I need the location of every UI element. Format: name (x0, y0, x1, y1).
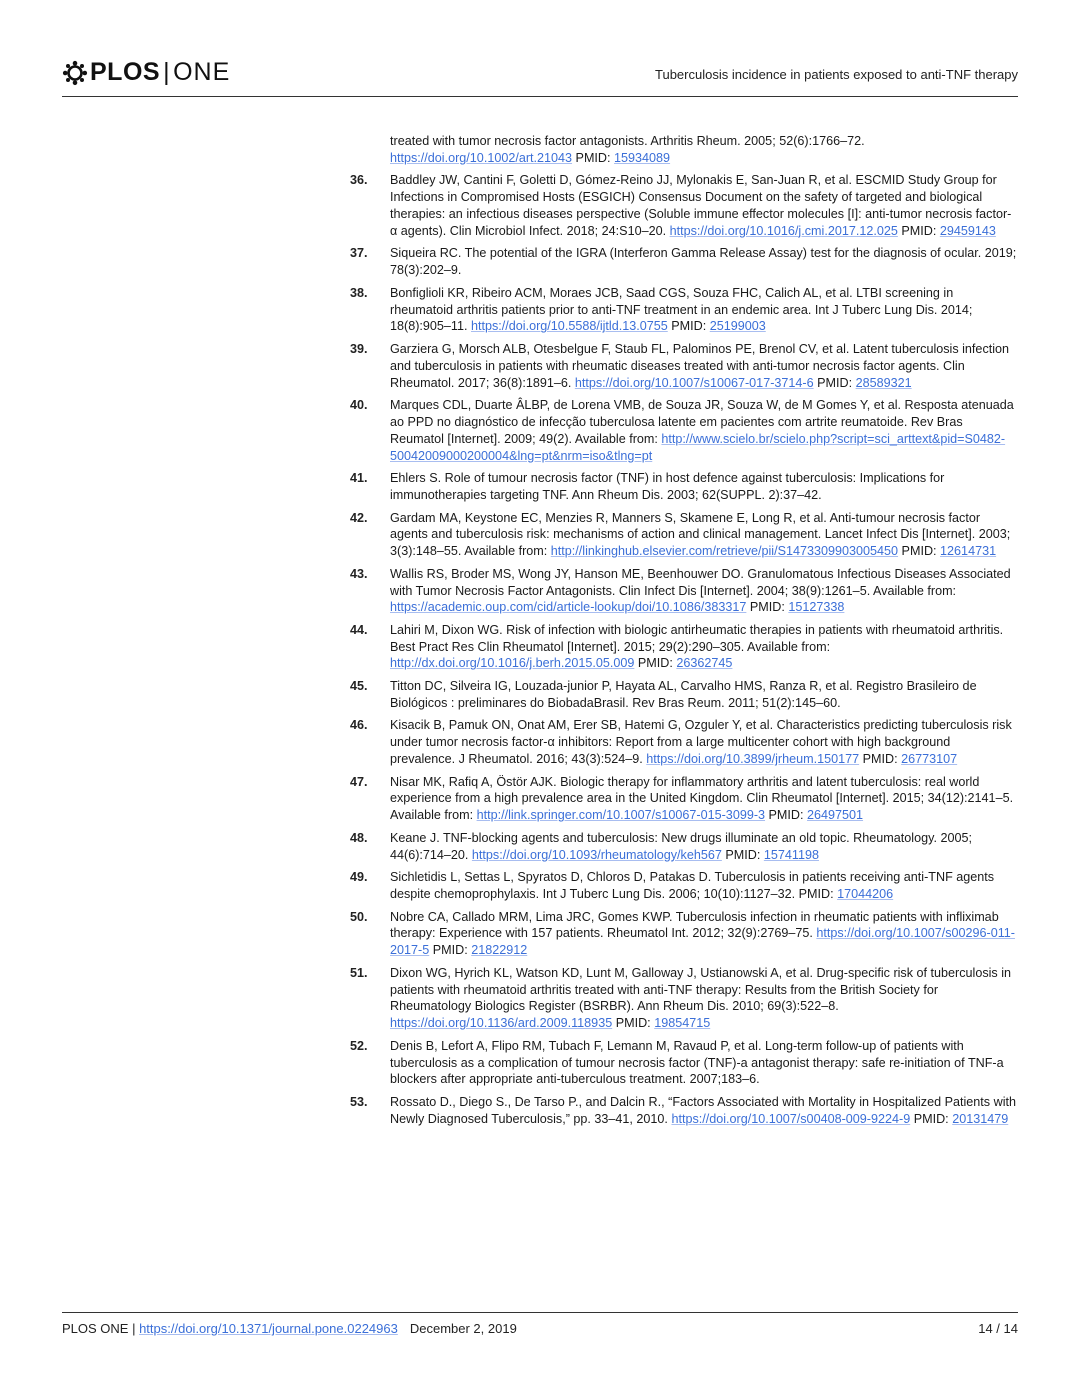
reference-item (350, 566, 1018, 616)
reference-link[interactable]: https://doi.org/10.5588/ijtld.13.0755 (471, 319, 668, 334)
reference-pmid-label: PMID: (667, 319, 710, 334)
reference-text: Baddley JW, Cantini F, Goletti D, Gómez-Reino JJ, Mylonakis E, San-Juan R, et al. ESCMID Study Group for Infections in Compromised Hosts (ESGICH) Consensus Document on the safety of targeted and biological therapies: an infectious diseases perspective (Soluble immune effector molecules [I]: anti-tumor necrosis factor-α agents). Clin Microbiol Infect. 2018; 24:S10–20. (390, 173, 1012, 238)
reference-number: 42. (350, 510, 368, 525)
reference-link[interactable]: https://doi.org/10.1007/s10067-017-3714-6 (574, 375, 814, 390)
footer-citation (62, 1321, 517, 1336)
reference-body (390, 1094, 1018, 1128)
reference-item (350, 397, 1018, 464)
reference-pmid-link[interactable]: 26497501 (807, 808, 864, 823)
reference-number: 49. (350, 870, 368, 885)
reference-text: Dixon WG, Hyrich KL, Watson KD, Lunt M, Galloway J, Ustianowski A, et al. Drug-specific risk of tuberculosis in patients with rheumatoid arthritis treated with anti-TNF therapy: Results from the British Society for Rheumatology Biologics Register (BSRBR). Ann Rheum Dis. 2010; 69(3):522–8. (390, 965, 1012, 1014)
reference-continuation-text: treated with tumor necrosis factor antagonists. Arthritis Rheum. 2005; 52(6):1766–72. (390, 134, 865, 148)
reference-body (390, 869, 1018, 903)
reference-body (390, 510, 1018, 560)
reference-text: Denis B, Lefort A, Flipo RM, Tubach F, Lemann M, Ravaud P, et al. Long-term follow-up of patients with tuberculosis as a complication of tumour necrosis factor (TNF)-a antagonist therapy: safe re-initiation of TNF-a blockers after appropriate anti-tuberculous treatment. 2007;183–6. (390, 1038, 1004, 1087)
reference-link[interactable]: https://academic.oup.com/cid/article-lookup/doi/10.1086/383317 (390, 600, 747, 615)
reference-pmid-label: PMID: (897, 223, 940, 238)
reference-pmid-link[interactable]: 25199003 (709, 319, 766, 334)
reference-pmid-label: PMID: (721, 847, 764, 862)
reference-body (390, 1038, 1018, 1088)
reference-text: Siqueira RC. The potential of the IGRA (Interferon Gamma Release Assay) test for the diagnosis of ocular. 2019; 78(3):202–9. (390, 246, 1017, 278)
reference-number: 37. (350, 246, 368, 261)
reference-item (350, 965, 1018, 1032)
reference-number: 48. (350, 830, 368, 845)
reference-body (390, 774, 1018, 824)
reference-text: Sichletidis L, Settas L, Spyratos D, Chloros D, Patakas D. Tuberculosis in patients receiving anti-TNF agents despite chemoprophylaxis. Int J Tuberc Lung Dis. 2006; 10(10):1127–32. (390, 870, 995, 902)
reference-pmid-label: PMID: (910, 1111, 953, 1126)
reference-item (350, 678, 1018, 712)
reference-item (350, 285, 1018, 335)
reference-body (390, 965, 1018, 1032)
reference-body (390, 622, 1018, 672)
reference-pmid-label: PMID: (746, 600, 789, 615)
reference-item (350, 869, 1018, 903)
reference-continuation-pmid-link[interactable]: 15934089 (614, 150, 671, 165)
reference-number: 36. (350, 173, 368, 188)
reference-list (350, 133, 1018, 1133)
reference-text: Rossato D., Diego S., De Tarso P., and Dalcin R., “Factors Associated with Mortality in Hospitalized Patients with Newly Diagnosed Tuberculosis,” pp. 33–41, 2010. (390, 1094, 1016, 1126)
reference-number: 39. (350, 341, 368, 356)
reference-link[interactable]: https://doi.org/10.3899/jrheum.150177 (646, 752, 860, 767)
reference-number: 43. (350, 566, 368, 581)
reference-number: 45. (350, 679, 368, 694)
reference-pmid-link[interactable]: 19854715 (654, 1016, 711, 1031)
reference-number: 47. (350, 774, 368, 789)
reference-number: 50. (350, 909, 368, 924)
reference-text: Titton DC, Silveira IG, Louzada-junior P, Hayata AL, Carvalho HMS, Ranza R, et al. Registro Brasileiro de Biológicos : preliminares do BiobadaBrasil. Rev Bras Reum. 2011; 51(2):145–60. (390, 679, 977, 710)
reference-items (350, 172, 1018, 1127)
reference-pmid-link[interactable]: 29459143 (939, 223, 996, 238)
reference-pmid-link[interactable]: 28589321 (855, 375, 912, 390)
reference-pmid-label: PMID: (634, 656, 677, 671)
reference-body (390, 341, 1018, 391)
reference-body (390, 566, 1018, 616)
reference-link[interactable]: https://doi.org/10.1007/s00296-011-2017-5 (390, 926, 1015, 958)
reference-body (390, 470, 1018, 504)
reference-link[interactable]: http://dx.doi.org/10.1016/j.berh.2015.05.009 (390, 656, 635, 671)
reference-body (390, 830, 1018, 864)
reference-continuation-doi-link[interactable]: https://doi.org/10.1002/art.21043 (390, 150, 573, 165)
reference-pmid-link[interactable]: 26773107 (901, 752, 958, 767)
reference-body (390, 678, 1018, 712)
reference-link[interactable]: http://linkinghub.elsevier.com/retrieve/pii/S1473309903005450 (550, 544, 899, 559)
reference-body (390, 909, 1018, 959)
reference-text: Marques CDL, Duarte ÂLBP, de Lorena VMB, de Souza JR, Souza W, de M Gomes Y, et al. Resposta atenuada ao PPD no diagnóstico de infecção tuberculosa latente em pacientes com artrite reumatoide. Rev Bras Reumatol [Internet]. 2009; 49(2). Available from: (390, 398, 1014, 446)
reference-pmid-label: PMID: (813, 375, 856, 390)
reference-text: Nobre CA, Callado MRM, Lima JRC, Gomes KWP. Tuberculosis infection in rheumatic patients with infliximab therapy: Experience with 157 patients. Rheumatol Int. 2012; 32(9):2769–75. (390, 909, 999, 941)
reference-body (390, 717, 1018, 767)
reference-number: 53. (350, 1094, 368, 1109)
reference-item (350, 909, 1018, 959)
reference-pmid-label: PMID: (859, 752, 902, 767)
reference-item (350, 470, 1018, 504)
footer-doi-link[interactable]: https://doi.org/10.1371/journal.pone.0224963 (139, 1321, 398, 1336)
reference-text: Ehlers S. Role of tumour necrosis factor (TNF) in host defence against tuberculosis: Implications for immunotherapies targeting TNF. Ann Rheum Dis. 2003; 62(SUPPL. 2):37–42. (390, 471, 945, 502)
reference-body (390, 172, 1018, 239)
reference-link[interactable]: https://doi.org/10.1007/s00408-009-9224-9 (671, 1111, 911, 1126)
logo-plos-text: PLOS (90, 58, 161, 86)
logo-one-text: ONE (173, 58, 231, 86)
reference-number: 51. (350, 965, 368, 980)
reference-link[interactable]: https://doi.org/10.1016/j.cmi.2017.12.025 (669, 223, 898, 238)
reference-item (350, 774, 1018, 824)
reference-text: Garziera G, Morsch ALB, Otesbelgue F, Staub FL, Palominos PE, Brenol CV, et al. Latent tuberculosis infection and tuberculosis in patients with rheumatic diseases treated with anti-tumor necrosis factor agents. Clin Rheumatol. 2017; 36(8):1891–6. (390, 341, 1010, 390)
reference-pmid-label: PMID: (612, 1016, 655, 1031)
reference-item (350, 1038, 1018, 1088)
reference-link[interactable]: https://doi.org/10.1093/rheumatology/keh567 (471, 847, 722, 862)
page-number: 14 / 14 (978, 1321, 1018, 1336)
reference-number: 52. (350, 1038, 368, 1053)
reference-number: 40. (350, 398, 368, 413)
reference-pmid-label: PMID: (765, 808, 808, 823)
reference-item (350, 1094, 1018, 1128)
reference-item (350, 830, 1018, 864)
page-header (62, 56, 1018, 97)
reference-link[interactable]: https://doi.org/10.1136/ard.2009.118935 (390, 1016, 613, 1031)
reference-item (350, 172, 1018, 239)
reference-pmid-label: PMID: (898, 544, 941, 559)
reference-pmid-link[interactable]: 15741198 (763, 847, 819, 862)
reference-continuation (350, 133, 1018, 167)
reference-text: Lahiri M, Dixon WG. Risk of infection with biologic antirheumatic therapies in patients with rheumatoid arthritis. Best Pract Res Clin Rheumatol [Internet]. 2015; 29(2):290–305. Available from: (390, 622, 1004, 654)
reference-link[interactable]: http://www.scielo.br/scielo.php?script=sci_arttext&pid=S0482-50042009000200004&lng=pt&nrm=iso&tlng=pt (390, 431, 1006, 463)
reference-pmid-label: PMID: (795, 887, 838, 902)
reference-item (350, 717, 1018, 767)
reference-item (350, 622, 1018, 672)
reference-text: Kisacik B, Pamuk ON, Onat AM, Erer SB, Hatemi G, Ozguler Y, et al. Characteristics predicting tuberculosis risk under tumor necrosis factor-α inhibitors: Report from a large multicenter cohort with high background prevalence. J Rheumatol. 2016; 43(3):524–9. (390, 718, 1012, 767)
logo-separator: | (163, 58, 171, 86)
reference-pmid-link[interactable]: 17044206 (837, 887, 894, 902)
reference-number: 46. (350, 718, 368, 733)
reference-number: 38. (350, 285, 368, 300)
plos-one-logo[interactable] (62, 58, 230, 87)
reference-pmid-link[interactable]: 20131479 (952, 1111, 1009, 1126)
reference-body (390, 245, 1018, 279)
reference-item (350, 510, 1018, 560)
reference-pmid-link[interactable]: 26362745 (676, 656, 733, 671)
plos-logo-icon (62, 60, 88, 86)
reference-text: Keane J. TNF-blocking agents and tuberculosis: New drugs illuminate an old topic. Rheumatology. 2005; 44(6):714–20. (390, 830, 972, 862)
reference-text: Wallis RS, Broder MS, Wong JY, Hanson ME, Beenhouwer DO. Granulomatous Infectious Diseases Associated with Tumor Necrosis Factor Antagonists. Clin Infect Dis [Internet]. 2004; 38(9):1261–5. Available from: (390, 566, 1011, 598)
reference-pmid-link[interactable]: 21822912 (471, 943, 528, 958)
reference-text: Gardam MA, Keystone EC, Menzies R, Manners S, Skamene E, Long R, et al. Anti-tumour necrosis factor agents and tuberculosis risk: mechanisms of action and clinical management. Lancet Infect Dis [Internet]. 2003; 3(3):148–55. Available from: (390, 510, 1011, 559)
reference-body (390, 285, 1018, 335)
reference-pmid-link[interactable]: 15127338 (788, 600, 845, 615)
running-title: Tuberculosis incidence in patients exposed to anti-TNF therapy (655, 67, 1018, 82)
reference-pmid-label: PMID: (429, 943, 472, 958)
reference-number: 44. (350, 622, 368, 637)
reference-body (390, 397, 1018, 464)
footer-journal: PLOS ONE | (62, 1321, 140, 1336)
reference-link[interactable]: http://link.springer.com/10.1007/s10067-015-3099-3 (476, 808, 766, 823)
reference-text: Nisar MK, Rafiq A, Östör AJK. Biologic therapy for inflammatory arthritis and latent tuberculosis: real world experience from a high prevalence area in the United Kingdom. Clin Rheumatol [Internet]. 2015; 34(12):2141–5. Available from: (390, 774, 1014, 823)
reference-item (350, 341, 1018, 391)
reference-text: Bonfiglioli KR, Ribeiro ACM, Moraes JCB, Saad CGS, Souza FHC, Calich AL, et al. LTBI screening in rheumatoid arthritis patients prior to anti-TNF treatment in an endemic area. Int J Tuberc Lung Dis. 2014; 18(8):905–11. (390, 285, 973, 334)
reference-pmid-link[interactable]: 12614731 (940, 544, 997, 559)
page-footer (62, 1312, 1018, 1336)
reference-item (350, 245, 1018, 279)
reference-number: 41. (350, 471, 368, 486)
footer-date: December 2, 2019 (409, 1321, 517, 1336)
reference-continuation-pmid-label: PMID: (572, 150, 615, 165)
